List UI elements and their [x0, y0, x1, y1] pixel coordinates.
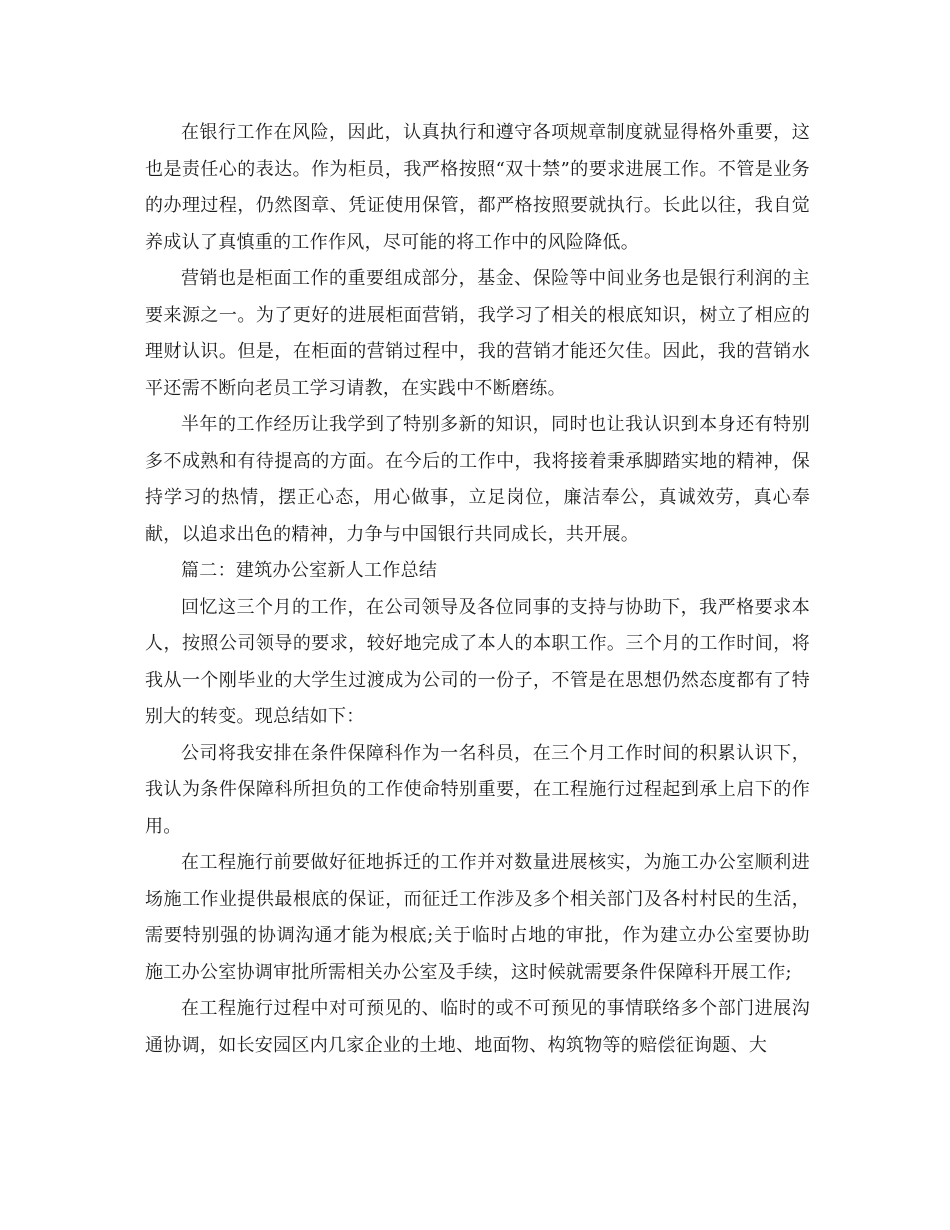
paragraph-3: 半年的工作经历让我学到了特别多新的知识，同时也让我认识到本身还有特别多不成熟和有待提高的方面。在今后的工作中，我将接着秉承脚踏实地的精神，保持学习的热情，摆正心态，用心做事，立足岗位，廉洁奉公，真诚效劳，真心奉献，以追求出色的精神，力争与中国银行共同成长，共开展。 [145, 414, 810, 545]
paragraph-7: 在工程施行过程中对可预见的、临时的或不可预见的事情联络多个部门进展沟通协调，如长安园区内几家企业的土地、地面物、构筑物等的赔偿征询题、大 [145, 998, 810, 1056]
paragraph-5: 公司将我安排在条件保障科作为一名科员，在三个月工作时间的积累认识下，我认为条件保障科所担负的工作使命特别重要，在工程施行过程起到承上启下的作用。 [145, 742, 810, 837]
paragraph-2: 营销也是柜面工作的重要组成部分，基金、保险等中间业务也是银行利润的主要来源之一。为了更好的进展柜面营销，我学习了相关的根底知识，树立了相应的理财认识。但是，在柜面的营销过程中，我的营销才能还欠佳。因此，我的营销水平还需不断向老员工学习请教，在实践中不断磨练。 [145, 268, 810, 399]
paragraph-4: 回忆这三个月的工作，在公司领导及各位同事的支持与协助下，我严格要求本人，按照公司领导的要求，较好地完成了本人的本职工作。三个月的工作时间，将我从一个刚毕业的大学生过渡成为公司的一份子，不管是在思想仍然态度都有了特别大的转变。现总结如下： [145, 596, 810, 727]
document-body [145, 115, 810, 1064]
section-heading: 篇二：建筑办公室新人工作总结 [181, 560, 438, 581]
paragraph-1: 在银行工作在风险，因此，认真执行和遵守各项规章制度就显得格外重要，这也是责任心的表达。作为柜员，我严格按照“双十禁”的要求进展工作。不管是业务的办理过程，仍然图章、凭证使用保管，都严格按照要就执行。长此以往，我自觉养成认了真慎重的工作作风，尽可能的将工作中的风险降低。 [145, 122, 810, 253]
paragraph-6: 在工程施行前要做好征地拆迁的工作并对数量进展核实，为施工办公室顺利进场施工作业提供最根底的保证，而征迁工作涉及多个相关部门及各村村民的生活，需要特别强的协调沟通才能为根底;关于临时占地的审批，作为建立办公室要协助施工办公室协调审批所需相关办公室及手续，这时候就需要条件保障科开展工作; [145, 852, 810, 983]
